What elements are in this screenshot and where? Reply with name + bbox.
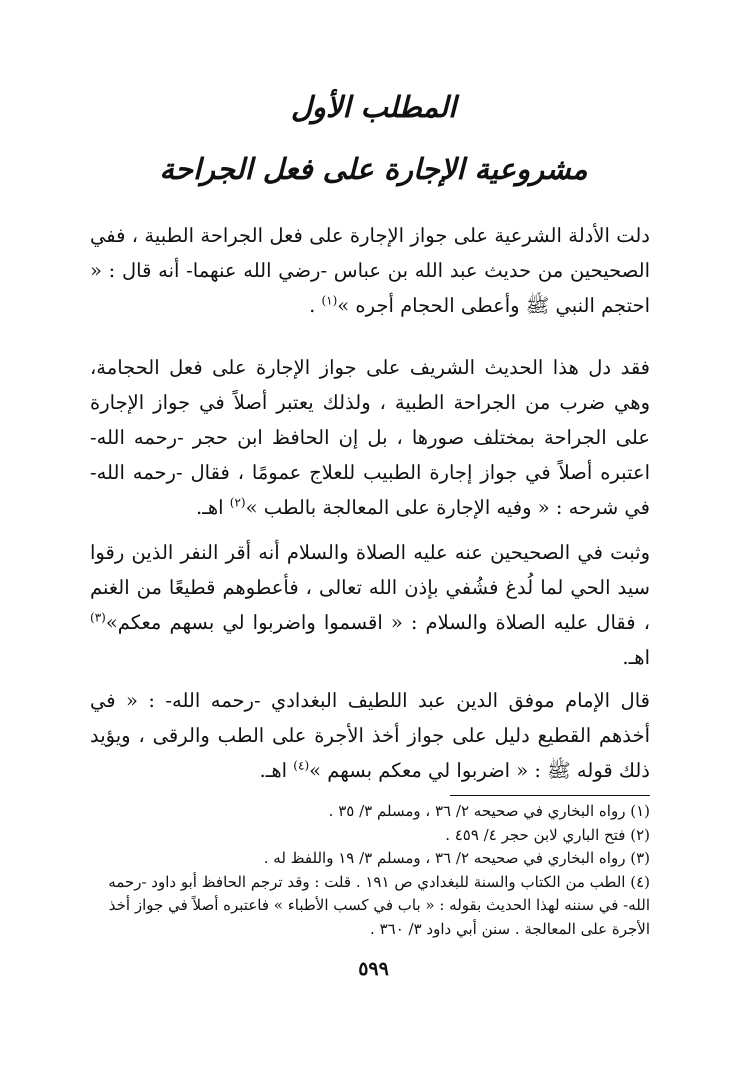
- paragraph-body: وثبت في الصحيحين عنه عليه الصلاة والسلام أنه أقر النفر الذين رقوا سيد الحي لما لُدغ فشُفي بإذن الله تعالى ، فأعطوهم قطيعًا من الغنم ، فقال عليه الصلاة والسلام : « اقسموا واضربوا لي بسهم معكم»: [90, 541, 650, 634]
- footnote-item: (١) رواه البخاري في صحيحه ٢/ ٣٦ ، ومسلم ٣/ ٣٥ .: [328, 802, 650, 820]
- footnote-ref: (٤): [293, 758, 310, 773]
- paragraph: [90, 350, 650, 525]
- paragraph-text: [90, 683, 650, 788]
- paragraph-tail: .: [309, 294, 322, 317]
- section-subtitle: مشروعية الإجارة على فعل الجراحة: [159, 152, 588, 186]
- footnote-divider: [450, 795, 650, 796]
- section-title: المطلب الأول: [290, 90, 457, 124]
- paragraph: [90, 683, 650, 788]
- paragraph: [90, 535, 650, 675]
- paragraph: [90, 218, 650, 323]
- page-number: ٥٩٩: [358, 958, 389, 980]
- paragraph-tail: اهـ.: [622, 646, 650, 669]
- footnote-item: (٣) رواه البخاري في صحيحه ٢/ ٣٦ ، ومسلم ٣/ ١٩ واللفظ له .: [263, 849, 650, 867]
- footnote-item: (٤) الطب من الكتاب والسنة للبغدادي ص ١٩١ . قلت : وقد ترجم الحافظ أبو داود -رحمه الله- في سننه لهذا الحديث بقوله : « باب في كسب الأطباء » فاعتبره أصلاً في جواز أخذ الأجرة على المعالجة . سنن أبي داود ٣/ ٣٦٠ .: [108, 872, 650, 938]
- footnote-ref: (١): [321, 293, 338, 308]
- footnote-ref: (٣): [90, 610, 106, 625]
- footnote-ref: (٢): [229, 495, 246, 510]
- paragraph-text: [90, 350, 650, 525]
- paragraph-body: فقد دل هذا الحديث الشريف على جواز الإجارة على فعل الحجامة، وهي ضرب من الجراحة الطبية ، ولذلك يعتبر أصلاً في جواز الإجارة على الجراحة بمختلف صورها ، بل إن الحافظ ابن حجر -رحمه الله- اعتبره أصلاً في جواز إجارة الطبيب للعلاج عمومًا ، فقال -رحمه الله- في شرحه : « وفيه الإجارة على المعالجة بالطب »: [90, 356, 650, 519]
- paragraph-body: قال الإمام موفق الدين عبد اللطيف البغدادي -رحمه الله- : « في أخذهم القطيع دليل على جواز أخذ الأجرة على الطب والرقى ، ويؤيد ذلك قوله ﷺ : « اضربوا لي معكم بسهم »: [90, 689, 650, 782]
- footnotes-list: [90, 800, 650, 941]
- paragraph-tail: اهـ.: [259, 759, 294, 782]
- paragraph-tail: اهـ.: [195, 496, 230, 519]
- paragraph-text: [90, 218, 650, 323]
- paragraph-text: [90, 535, 650, 675]
- footnote-item: (٢) فتح الباري لابن حجر ٤/ ٤٥٩ .: [445, 825, 650, 844]
- paragraph-body: دلت الأدلة الشرعية على جواز الإجارة على فعل الجراحة الطبية ، ففي الصحيحين من حديث عبد الله بن عباس -رضي الله عنهما- أنه قال : « احتجم النبي ﷺ وأعطى الحجام أجره »: [90, 224, 650, 317]
